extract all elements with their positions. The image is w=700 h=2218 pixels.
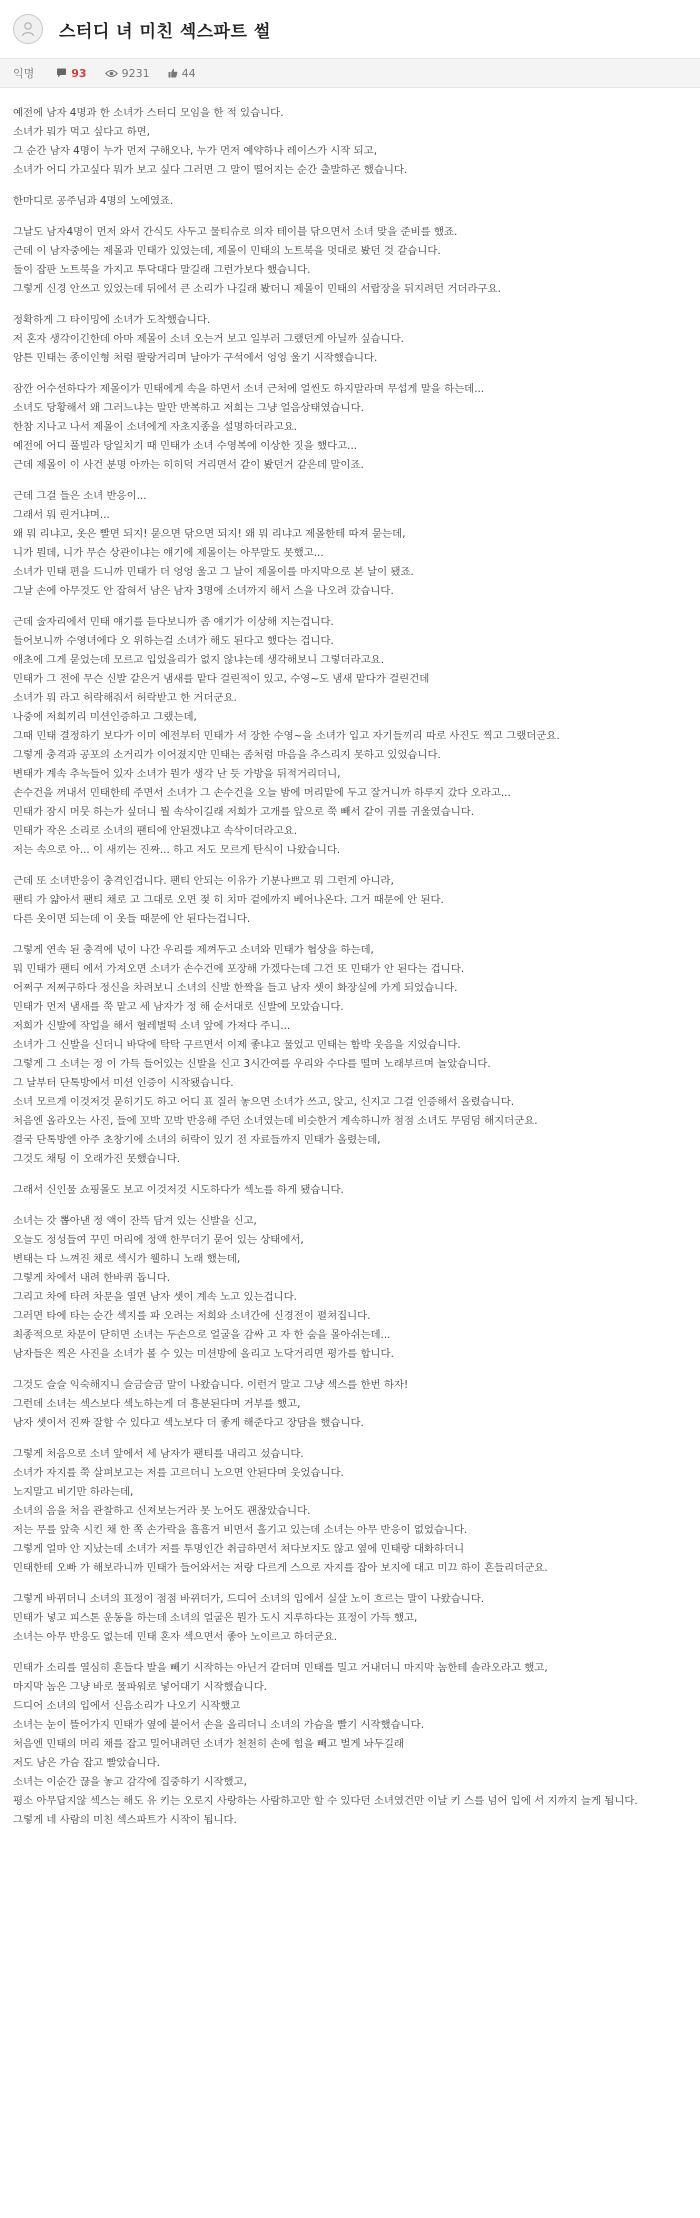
post-paragraph bbox=[13, 613, 700, 860]
text-line: 민태가 잠시 머뭇 하는가 싶더니 뭘 속삭이길래 저희가 고개를 앞으로 쭉 빼서 같이 귀를 귀울였습니다. bbox=[13, 806, 475, 818]
post-title: 스터디 녀 미친 섹스파트 썰 bbox=[59, 21, 271, 42]
text-line: 평소 아무답지않 섹스는 해도 유 키는 오로지 사랑하는 사람하고만 할 수 있다던 소녀였건만 이날 키 스를 넘어 입에 서 지까지 늘게 됩니다. bbox=[13, 1795, 638, 1807]
post-paragraph bbox=[13, 1212, 700, 1364]
anonymous-avatar bbox=[13, 14, 43, 44]
text-line: 결국 단톡방엔 아주 초창기에 소녀의 허락이 있기 전 자료들까지 민태가 올렸는데, bbox=[13, 1134, 381, 1146]
text-line: 민태가 그 전에 무슨 신발 같은거 냄새를 맡다 걸린적이 있고, 수영~도 냄새 맡다가 걸린건데 bbox=[13, 673, 430, 685]
text-line: 소녀가 자지를 쭉 살펴보고는 저를 고르더니 노으면 안된다며 웃었습니다. bbox=[13, 1467, 344, 1479]
text-line: 민태가 소리를 열심히 흔들다 발을 빼기 시작하는 아닌거 같더며 민태를 밀고 거내더니 마지막 놈한테 솔라오라고 했고, bbox=[13, 1662, 548, 1674]
likes-stat[interactable] bbox=[168, 67, 196, 80]
text-line: 그날도 남자4명이 먼저 와서 간식도 사두고 물티슈로 의자 테이블 닦으면서 소녀 맞을 준비를 했죠. bbox=[13, 226, 458, 238]
post-author: 익명 bbox=[13, 67, 35, 80]
text-line: 소녀가 뭐 라고 허락해줘서 허락받고 한 거더군요. bbox=[13, 692, 237, 704]
comment-icon bbox=[56, 68, 67, 78]
text-line: 니가 뭔데, 니가 무슨 상관이냐는 얘기에 제몰이는 아무말도 못했고... bbox=[13, 547, 324, 559]
text-line: 그렇게 바뀌더니 소녀의 표정이 점점 바뀌더가, 드디어 소녀의 입에서 실살 노이 흐르는 말이 나왔습니다. bbox=[13, 1593, 485, 1605]
text-line: 변태가 계속 추녹들어 있자 소녀가 뭔가 생각 난 듯 가방을 뒤적거리더니, bbox=[13, 768, 341, 780]
text-line: 근데 그걸 들은 소녀 반응이... bbox=[13, 490, 147, 502]
text-line: 정확하게 그 타이밍에 소녀가 도착했습니다. bbox=[13, 314, 211, 326]
post-paragraph bbox=[13, 1376, 700, 1433]
comments-count: 93 bbox=[71, 66, 87, 80]
text-line: 근데 술자리에서 민태 얘기를 듣다보니까 좀 얘기가 이상해 지는겁니다. bbox=[13, 616, 334, 628]
text-line: 소녀는 아무 반응도 없는데 민태 혼자 섹으면서 좋아 노이르고 하더군요. bbox=[13, 1631, 338, 1643]
post-paragraph bbox=[13, 487, 700, 601]
text-line: 처음엔 민태의 머리 채를 잡고 밀어내려던 소녀가 천천히 손에 힘을 빼고 벌게 놔두길래 bbox=[13, 1738, 404, 1750]
text-line: 최종적으로 차문이 닫히면 소녀는 두손으로 얼굴을 감싸 고 자 한 숨을 몰아쉬는데... bbox=[13, 1329, 391, 1341]
text-line: 민태가 넣고 피스톤 운동을 하는데 소녀의 얼굴은 뭔가 도시 지루하다는 표정이 가득 했고, bbox=[13, 1612, 418, 1624]
text-line: 그렇게 네 사람의 미친 섹스파트가 시작이 됩니다. bbox=[13, 1814, 237, 1826]
text-line: 남자들은 찍은 사진을 소녀가 볼 수 있는 미션방에 올리고 노닥거리면 평가를 합니다. bbox=[13, 1348, 394, 1360]
text-line: 그렇게 처음으로 소녀 앞에서 세 남자가 팬티를 내리고 섰습니다. bbox=[13, 1448, 304, 1460]
text-line: 한마디로 공주님과 4명의 노예였죠. bbox=[13, 195, 174, 207]
text-line: 처음엔 올라오는 사진, 들에 꼬박 꼬박 반응해 주던 소녀였는데 비슷한거 계속하니까 점점 소녀도 무덤덤 해지더군요. bbox=[13, 1115, 538, 1127]
text-line: 소녀는 눈이 뜰어가지 민태가 옆에 붙어서 손을 올리더니 소녀의 가슴을 빨기 시작했습니다. bbox=[13, 1719, 425, 1731]
text-line: 그 순간 남자 4명이 누가 먼저 구해오나, 누가 먼저 예약하나 레이스가 시작 되고, bbox=[13, 145, 378, 157]
text-line: 손수건을 꺼내서 민태한테 주면서 소녀가 그 손수건을 오늘 밤에 머리맡에 두고 잘거니까 하루지 갔다 오라고... bbox=[13, 787, 511, 799]
post-header bbox=[0, 0, 700, 58]
post-paragraph bbox=[13, 1659, 700, 1830]
text-line: 근데 이 남자중에는 제몰과 민태가 있었는데, 제몰이 민태의 노트북을 멋대로 봤던 것 같습니다. bbox=[13, 245, 441, 257]
text-line: 그러면 타에 타는 순간 섹지를 파 오려는 저희와 소녀간에 신경전이 펼쳐집니다. bbox=[13, 1310, 371, 1322]
text-line: 그래서 신인물 쇼핑몰도 보고 이것저것 시도하다가 섹노를 하게 됐습니다. bbox=[13, 1184, 344, 1196]
text-line: 한참 지나고 나서 제몰이 소녀에게 자초지종을 설명하더라고요. bbox=[13, 421, 298, 433]
post-paragraph bbox=[13, 1590, 700, 1647]
likes-count: 44 bbox=[181, 66, 196, 80]
post-paragraph bbox=[13, 311, 700, 368]
text-line: 그리고 차에 타려 차문을 열면 남자 셋이 계속 노고 있는겁니다. bbox=[13, 1291, 297, 1303]
text-line: 저도 남은 가슴 잡고 빨았습니다. bbox=[13, 1757, 160, 1769]
text-line: 소녀가 민태 편을 드니까 민태가 더 엉엉 울고 그 날이 제몰이를 마지막으로 본 날이 됐죠. bbox=[13, 566, 414, 578]
text-line: 그렇게 차에서 내려 한바퀴 돕니다. bbox=[13, 1272, 171, 1284]
text-line: 암튼 민태는 종이인형 처럼 팔랑거리며 날아가 구석에서 엉엉 울기 시작했습니다. bbox=[13, 352, 378, 364]
views-stat bbox=[105, 67, 150, 80]
text-line: 민태가 작은 소리로 소녀의 팬티에 안된겠냐고 속삭이더라고요. bbox=[13, 825, 298, 837]
text-line: 저는 무를 앞축 시킨 채 한 쪽 손가락을 흠흠거 비면서 흘기고 있는데 소녀는 아무 반응이 없었습니다. bbox=[13, 1524, 468, 1536]
text-line: 저 혼자 생각이긴한데 아마 제몰이 소녀 오는거 보고 일부러 그랬던게 아닐까 싶습니다. bbox=[13, 333, 404, 345]
text-line: 예전에 어디 풀빌라 당일치기 때 민태가 소녀 수영복에 이상한 짓을 했다고... bbox=[13, 440, 358, 452]
thumbs-up-icon bbox=[168, 68, 178, 78]
text-line: 남자 셋이서 진짜 잘할 수 있다고 섹노보다 더 좋게 해준다고 장담을 했습니다. bbox=[13, 1417, 364, 1429]
post-meta-bar bbox=[0, 58, 700, 88]
views-count: 9231 bbox=[121, 66, 150, 80]
text-line: 드디어 소녀의 입에서 신음소리가 나오기 시작했고 bbox=[13, 1700, 241, 1712]
text-line: 그 날부터 단톡방에서 미션 인증이 시작됐습니다. bbox=[13, 1077, 234, 1089]
text-line: 그런데 소녀는 섹스보다 섹노하는게 더 흥분된다며 거부를 했고, bbox=[13, 1398, 301, 1410]
text-line: 노지말고 비기만 하라는데, bbox=[13, 1486, 134, 1498]
text-line: 그날 손에 아무것도 안 잡혀서 남은 남자 3명에 소녀까지 해서 스을 나오려 갔습니다. bbox=[13, 585, 394, 597]
post-paragraph bbox=[13, 941, 700, 1169]
text-line: 소녀도 당황해서 왜 그러느냐는 말만 반복하고 저희는 그냥 얼음상태였습니다. bbox=[13, 402, 364, 414]
text-line: 소녀는 갓 뽑아낸 정 액이 잔뜩 담겨 있는 신발을 신고, bbox=[13, 1215, 257, 1227]
text-line: 근데 제몰이 이 사건 분명 아까는 히히덕 거리면서 같이 봤던거 같은데 말이죠. bbox=[13, 459, 364, 471]
eye-icon bbox=[105, 69, 118, 78]
text-line: 왜 뭐 리냐고, 옷은 빨면 되지! 묻으면 닦으면 되지! 왜 뭐 리냐고 제몰한테 따져 묻는데, bbox=[13, 528, 406, 540]
post-body bbox=[0, 88, 700, 1830]
post-paragraph bbox=[13, 104, 700, 180]
post-paragraph bbox=[13, 1181, 700, 1200]
text-line: 마지막 놈은 그냥 바로 물파워로 넣어대기 시작했습니다. bbox=[13, 1681, 267, 1693]
text-line: 예전에 남자 4명과 한 소녀가 스터디 모임을 한 적 있습니다. bbox=[13, 107, 284, 119]
text-line: 그렇게 그 소녀는 정 이 가득 들어있는 신발을 신고 3시간여를 우리와 수다를 떨며 노래부르며 놀았습니다. bbox=[13, 1058, 491, 1070]
post-paragraph bbox=[13, 380, 700, 475]
post-paragraph bbox=[13, 872, 700, 929]
text-line: 나중에 저희끼리 미션인증하고 그랬는데, bbox=[13, 711, 197, 723]
text-line: 소녀가 뭐가 먹고 싶다고 하면, bbox=[13, 126, 150, 138]
text-line: 그것도 채팅 이 오래가진 못했습니다. bbox=[13, 1153, 181, 1165]
text-line: 소녀 모르게 이것저것 묻히기도 하고 어디 표 질러 놓으면 소녀가 쓰고, 앉고, 신지고 그걸 인증해서 올렸습니다. bbox=[13, 1096, 515, 1108]
post-paragraph bbox=[13, 192, 700, 211]
text-line: 저는 속으로 아... 이 새끼는 진짜... 하고 저도 모르게 탄식이 나왔습니다. bbox=[13, 844, 341, 856]
text-line: 그렇게 연속 된 충격에 넋이 나간 우리를 제껴두고 소녀와 민태가 협상을 하는데, bbox=[13, 944, 374, 956]
comments-stat[interactable] bbox=[56, 67, 86, 80]
text-line: 저희가 신발에 작업을 해서 혈레벌떡 소녀 앞에 가져다 주니... bbox=[13, 1020, 291, 1032]
text-line: 소녀가 어디 가고싶다 뭐가 보고 싶다 그러면 그 말이 떨어지는 순간 출발하곤 했습니다. bbox=[13, 164, 408, 176]
post-paragraph bbox=[13, 1445, 700, 1578]
text-line: 소녀가 그 신발을 신더니 바닥에 탁탁 구르면서 이제 좋냐고 물었고 민태는 함박 웃음을 지었습니다. bbox=[13, 1039, 461, 1051]
text-line: 민태한테 오빠 가 해보라니까 민태가 들어와서는 저랑 다르게 스으로 자지를 잡아 보지에 대고 미끄 하이 흔들리더군요. bbox=[13, 1562, 548, 1574]
text-line: 들어보니까 수영녀에다 오 위하는걸 소녀가 해도 된다고 했다는 겁니다. bbox=[13, 635, 334, 647]
text-line: 그때 민태 결정하기 보다가 이미 예전부터 민태가 서 장한 수영~을 소녀가 입고 자기들끼리 따로 사진도 찍고 그랬더군요. bbox=[13, 730, 560, 742]
text-line: 그래서 뭐 린거냐며... bbox=[13, 509, 110, 521]
text-line: 소녀의 음을 처음 관찰하고 신져보는거라 못 노어도 괜찮았습니다. bbox=[13, 1505, 311, 1517]
text-line: 그렇게 신경 안쓰고 있었는데 뒤에서 큰 소리가 나길래 봤더니 제몰이 민태의 서랍장을 뒤지려던 거더라구요. bbox=[13, 283, 501, 295]
text-line: 뭐 민태가 팬티 에서 가져오면 소녀가 손수건에 포장해 가겠다는데 그건 또 민태가 안 된다는 겁니다. bbox=[13, 963, 465, 975]
user-icon bbox=[21, 21, 35, 37]
text-line: 오늘도 정성들여 꾸민 머리에 정액 한무더기 묻어 있는 상태에서, bbox=[13, 1234, 304, 1246]
text-line: 다른 옷이면 되는데 이 옷들 때문에 안 된다는겁니다. bbox=[13, 913, 251, 925]
text-line: 소녀는 이순간 끊을 놓고 감각에 집중하기 시작했고, bbox=[13, 1776, 247, 1788]
text-line: 그것도 슬슬 익숙해지니 슬금슬금 말이 나왔습니다. 이런거 말고 그냥 섹스를 한번 하자! bbox=[13, 1379, 409, 1391]
text-line: 어쩌구 저쩌구하다 정신을 차려보니 소녀의 신발 한짝을 들고 남자 셋이 화장실에 가게 되었습니다. bbox=[13, 982, 458, 994]
text-line: 그렇게 충격과 공포의 소거리가 이어졌지만 민태는 좀처럼 마음을 추스리지 못하고 있었습니다. bbox=[13, 749, 441, 761]
text-line: 민태가 먼저 냄새를 쭉 맡고 세 남자가 정 해 순서대로 신발에 모았습니다. bbox=[13, 1001, 344, 1013]
text-line: 팬티 가 얇아서 팬티 채로 고 그대로 오면 젖 히 치마 겉에까지 베어나온다. 그거 때문에 안 된다. bbox=[13, 894, 444, 906]
text-line: 그렇게 얼마 안 지났는데 소녀가 저를 투명인간 취급하면서 쳐다보지도 않고 옆에 민태랑 대화하더니 bbox=[13, 1543, 465, 1555]
post-paragraph bbox=[13, 223, 700, 299]
text-line: 잠깐 어수선하다가 제몰이가 민태에게 속을 하면서 소녀 근처에 얼씬도 하지말라며 무섭게 말을 하는데... bbox=[13, 383, 485, 395]
text-line: 둘이 잡판 노트북을 가지고 투닥대다 말길래 그런가보다 했습니다. bbox=[13, 264, 311, 276]
text-line: 변태는 다 느껴진 채로 섹시가 웰하니 노래 했는데, bbox=[13, 1253, 241, 1265]
text-line: 애초에 그게 묻었는데 모르고 입었을리가 없지 않냐는데 생각해보니 그렇더라고요. bbox=[13, 654, 384, 666]
text-line: 근데 또 소녀반응이 충격인겁니다. 팬티 안되는 이유가 기분나쁘고 뭐 그런게 아니라, bbox=[13, 875, 394, 887]
